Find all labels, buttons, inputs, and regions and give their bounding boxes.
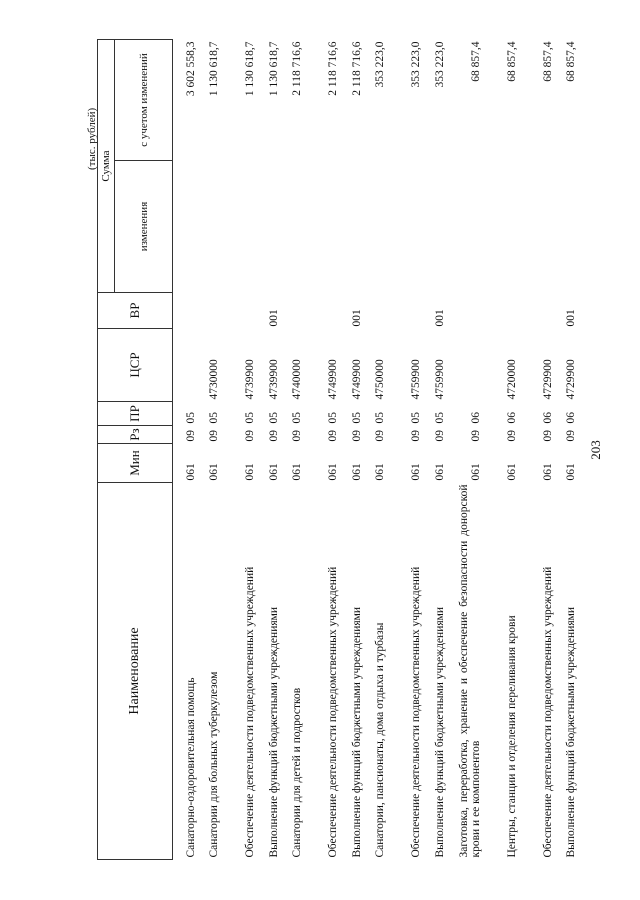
row-pr: 05	[291, 412, 303, 424]
row-min: 061	[327, 463, 339, 481]
table-row	[518, 40, 554, 860]
row-pr: 06	[505, 412, 518, 424]
row-changes	[280, 161, 304, 293]
row-total: 1 130 618,7	[267, 41, 280, 97]
row-pr: 05	[184, 412, 197, 424]
row-total: 1 130 618,7	[244, 41, 256, 97]
row-rz: 09	[469, 430, 482, 442]
row-name: Обеспечение деятельности подведомственных учреждений	[410, 566, 422, 858]
row-changes	[518, 161, 554, 293]
row-changes	[554, 161, 578, 293]
row-csr: 4739900	[267, 359, 280, 400]
table-row	[339, 40, 363, 860]
table-row	[363, 40, 387, 860]
row-rz: 09	[291, 430, 303, 442]
row-name: Выполнение функций бюджетными учреждениями	[433, 606, 446, 858]
row-rz: 09	[410, 430, 422, 442]
row-name: Санатории, пансионаты, дома отдыха и турбазы	[374, 622, 386, 858]
row-csr: 4720000	[505, 359, 518, 400]
row-pr: 05	[433, 412, 446, 424]
row-total: 353 223,0	[410, 41, 422, 88]
row-vr	[518, 293, 554, 329]
row-min: 061	[184, 463, 197, 481]
row-total: 68 857,4	[505, 41, 518, 82]
row-total: 353 223,0	[374, 41, 386, 88]
row-min: 061	[505, 463, 518, 481]
header-min: Мин	[98, 444, 173, 483]
table-row	[256, 40, 280, 860]
row-total: 1 130 618,7	[208, 41, 220, 97]
row-name: Выполнение функций бюджетными учреждениями	[267, 606, 280, 858]
row-csr	[446, 329, 482, 402]
row-changes	[197, 161, 221, 293]
row-name: Обеспечение деятельности подведомственных учреждений	[541, 566, 554, 858]
table-row	[422, 40, 446, 860]
row-csr: 4729900	[541, 359, 554, 400]
row-min: 061	[244, 463, 256, 481]
row-name: Санаторно-оздоровительная помощь	[184, 677, 197, 858]
row-min: 061	[469, 463, 482, 481]
row-csr: 4730000	[208, 359, 220, 400]
row-changes	[256, 161, 280, 293]
header-changes: изменения	[115, 161, 173, 293]
row-changes	[220, 161, 256, 293]
table-header	[98, 40, 173, 860]
row-csr: 4739900	[244, 359, 256, 400]
row-rz: 09	[433, 430, 446, 442]
row-csr: 4759900	[410, 359, 422, 400]
row-rz: 09	[541, 430, 554, 442]
row-csr: 4749900	[327, 359, 339, 400]
row-changes	[363, 161, 387, 293]
header-sum: Сумма	[98, 40, 115, 293]
table-row	[386, 40, 422, 860]
row-rz: 09	[505, 430, 518, 442]
row-vr	[220, 293, 256, 329]
row-total: 2 118 716,6	[350, 41, 363, 96]
row-pr: 05	[350, 412, 363, 424]
row-rz: 09	[208, 430, 220, 442]
row-vr	[386, 293, 422, 329]
row-csr: 4759900	[433, 359, 446, 400]
row-total: 3 602 558,3	[184, 41, 197, 97]
table-row	[554, 40, 578, 860]
row-csr: 4749900	[350, 359, 363, 400]
row-changes	[339, 161, 363, 293]
row-pr: 05	[267, 412, 280, 424]
units-note: (тыс. рублей)	[86, 107, 98, 170]
row-csr: 4750000	[374, 359, 386, 400]
row-vr	[482, 293, 518, 329]
table-row	[303, 40, 339, 860]
table-row	[197, 40, 221, 860]
row-changes	[482, 161, 518, 293]
row-rz: 09	[184, 430, 197, 442]
row-pr: 06	[469, 412, 482, 424]
row-total: 68 857,4	[541, 41, 554, 82]
table-row	[280, 40, 304, 860]
table-body	[173, 40, 578, 860]
row-vr	[303, 293, 339, 329]
row-pr: 05	[374, 412, 386, 424]
row-name: Заготовка, переработка, хранение и обеспечение безопасности донорской крови и ее компонентов	[457, 484, 482, 858]
row-name: Выполнение функций бюджетными учреждениями	[350, 606, 363, 858]
header-pr: ПР	[98, 402, 173, 426]
row-pr: 05	[208, 412, 220, 424]
row-vr: 001	[565, 309, 577, 327]
row-total: 2 118 716,6	[291, 41, 303, 96]
row-name: Санатории для детей и подростков	[291, 687, 303, 858]
table-row	[446, 40, 482, 860]
row-min: 061	[350, 463, 363, 481]
row-min: 061	[541, 463, 554, 481]
row-name: Обеспечение деятельности подведомственных учреждений	[327, 566, 339, 858]
row-rz: 09	[374, 430, 386, 442]
row-rz: 09	[327, 430, 339, 442]
row-rz: 09	[350, 430, 363, 442]
header-name: Наименование	[98, 483, 173, 860]
row-changes	[386, 161, 422, 293]
row-vr	[280, 293, 304, 329]
row-changes	[446, 161, 482, 293]
table-row	[173, 40, 197, 860]
row-min: 061	[291, 463, 303, 481]
row-min: 061	[208, 463, 220, 481]
row-total: 68 857,4	[469, 41, 482, 82]
row-name: Выполнение функций бюджетными учреждениями	[565, 606, 577, 858]
row-vr: 001	[350, 309, 363, 327]
row-min: 061	[267, 463, 280, 481]
row-changes	[422, 161, 446, 293]
row-csr	[173, 329, 197, 402]
row-min: 061	[433, 463, 446, 481]
row-rz: 09	[244, 430, 256, 442]
table-row	[482, 40, 518, 860]
row-total: 68 857,4	[565, 41, 577, 82]
row-min: 061	[410, 463, 422, 481]
row-rz: 09	[565, 430, 577, 442]
row-pr: 05	[244, 412, 256, 424]
row-csr: 4740000	[291, 359, 303, 400]
row-rz: 09	[267, 430, 280, 442]
row-vr	[197, 293, 221, 329]
table-row	[220, 40, 256, 860]
row-name: Центры, станции и отделения переливания крови	[505, 615, 518, 858]
row-name: Санатории для больных туберкулезом	[208, 671, 220, 858]
page-number: 203	[588, 440, 603, 460]
row-pr: 06	[565, 412, 577, 424]
row-name: Обеспечение деятельности подведомственных учреждений	[244, 566, 256, 858]
row-csr: 4729900	[565, 359, 577, 400]
row-min: 061	[374, 463, 386, 481]
row-vr	[446, 293, 482, 329]
row-pr: 05	[327, 412, 339, 424]
row-total: 2 118 716,6	[327, 41, 339, 96]
row-changes	[303, 161, 339, 293]
row-min: 061	[565, 463, 577, 481]
row-total: 353 223,0	[433, 41, 446, 88]
header-csr: ЦСР	[98, 329, 173, 402]
row-vr: 001	[267, 309, 280, 327]
row-changes	[173, 161, 197, 293]
row-vr	[173, 293, 197, 329]
header-rz: Рз	[98, 426, 173, 444]
header-with-changes: с учетом изменений	[115, 40, 173, 161]
row-pr: 05	[410, 412, 422, 424]
header-vr: ВР	[98, 293, 173, 329]
budget-table	[97, 39, 577, 860]
row-pr: 06	[541, 412, 554, 424]
row-vr: 001	[433, 309, 446, 327]
row-vr	[363, 293, 387, 329]
